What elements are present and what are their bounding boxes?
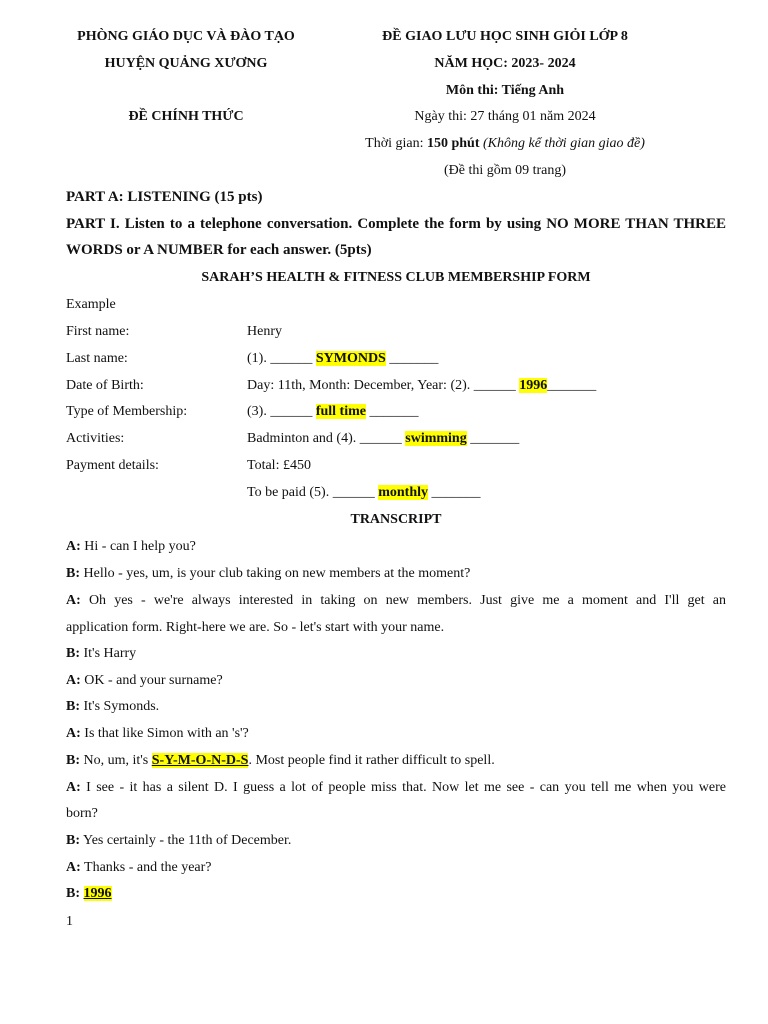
year-highlight: 1996 bbox=[83, 886, 112, 901]
speaker-label: A: bbox=[66, 673, 81, 688]
dialogue-text: . Most people find it rather difficult to spell. bbox=[248, 753, 495, 768]
dialogue-text: born? bbox=[66, 806, 98, 821]
part-1-instructions-line1: PART I. Listen to a telephone conversation. Complete the form by using NO MORE THAN THREE bbox=[66, 216, 726, 232]
form-title: SARAH’S HEALTH & FITNESS CLUB MEMBERSHIP FORM bbox=[201, 270, 591, 285]
dialogue-text: No, um, it's bbox=[80, 753, 152, 768]
answer-4-highlight: swimming bbox=[405, 431, 467, 446]
speaker-label: A: bbox=[66, 593, 81, 608]
form-blank-post: _______ bbox=[466, 431, 520, 446]
department-line-1: PHÒNG GIÁO DỤC VÀ ĐÀO TẠO bbox=[77, 29, 295, 44]
answer-2-highlight: 1996 bbox=[519, 378, 548, 393]
form-value-payment-schedule bbox=[247, 485, 481, 501]
form-blank-post: _______ bbox=[365, 404, 419, 419]
time-note: (Không kể thời gian giao đề) bbox=[483, 136, 645, 151]
form-blank-pre: To be paid (5). ______ bbox=[247, 485, 379, 500]
transcript-line bbox=[66, 566, 470, 582]
dialogue-text: Hi - can I help you? bbox=[80, 539, 196, 554]
answer-1-highlight: SYMONDS bbox=[315, 351, 386, 366]
form-label-last-name: Last name: bbox=[66, 351, 128, 366]
spelling-highlight: S-Y-M-O-N-D-S bbox=[151, 753, 249, 768]
answer-5-highlight: monthly bbox=[378, 485, 429, 500]
transcript-line bbox=[66, 726, 249, 742]
department-line-2: HUYỆN QUẢNG XƯƠNG bbox=[104, 56, 268, 71]
school-year: NĂM HỌC: 2023- 2024 bbox=[434, 56, 576, 71]
form-blank-post: _______ bbox=[428, 485, 481, 500]
time-prefix: Thời gian: bbox=[365, 136, 427, 151]
form-value-first-name bbox=[247, 324, 282, 340]
speaker-label: A: bbox=[66, 860, 81, 875]
dialogue-text: It's Harry bbox=[80, 646, 137, 661]
form-example-label: Example bbox=[66, 297, 116, 312]
speaker-label: B: bbox=[66, 753, 80, 768]
speaker-label: B: bbox=[66, 833, 80, 848]
form-label-date-of-birth: Date of Birth: bbox=[66, 378, 144, 393]
form-blank-pre: (3). ______ bbox=[247, 404, 316, 419]
dialogue-text: Hello - yes, um, is your club taking on new members at the moment? bbox=[80, 566, 471, 581]
form-value-text: Henry bbox=[247, 324, 282, 339]
dialogue-text: Oh yes - we're always interested in taking on new members. Just give me a moment and I'll get an bbox=[80, 593, 726, 608]
official-label: ĐỀ CHÍNH THỨC bbox=[128, 109, 244, 124]
part-1-instructions-line2: WORDS or A NUMBER for each answer. (5pts) bbox=[66, 242, 372, 258]
form-value-text: Total: £450 bbox=[247, 458, 311, 473]
speaker-label: B: bbox=[66, 566, 80, 581]
form-value-last-name bbox=[247, 351, 438, 367]
form-value-activities bbox=[247, 431, 519, 447]
transcript-line bbox=[66, 860, 212, 876]
answer-3-highlight: full time bbox=[315, 404, 366, 419]
dialogue-text: Yes certainly - the 11th of December. bbox=[80, 833, 292, 848]
dialogue-text: Is that like Simon with an 's'? bbox=[80, 726, 249, 741]
transcript-line bbox=[66, 806, 98, 822]
speaker-label: A: bbox=[66, 780, 81, 795]
speaker-label: B: bbox=[66, 699, 80, 714]
transcript-line bbox=[66, 539, 196, 555]
speaker-label: B: bbox=[66, 646, 80, 661]
transcript-line bbox=[66, 886, 112, 902]
form-blank-post: _______ bbox=[385, 351, 439, 366]
transcript-title: TRANSCRIPT bbox=[350, 512, 442, 527]
form-label-activities: Activities: bbox=[66, 431, 125, 446]
speaker-label: B: bbox=[66, 886, 80, 901]
dialogue-text: It's Symonds. bbox=[80, 699, 160, 714]
transcript-line bbox=[66, 699, 159, 715]
transcript-line bbox=[66, 646, 136, 662]
form-value-membership-type bbox=[247, 404, 418, 420]
speaker-label: A: bbox=[66, 726, 81, 741]
transcript-line bbox=[66, 833, 291, 849]
part-a-heading: PART A: LISTENING (15 pts) bbox=[66, 189, 263, 205]
form-value-date-of-birth bbox=[247, 378, 596, 394]
time-value: 150 phút bbox=[426, 136, 480, 151]
exam-date: Ngày thi: 27 tháng 01 năm 2024 bbox=[414, 109, 596, 124]
dialogue-text: OK - and your surname? bbox=[80, 673, 223, 688]
form-label-first-name: First name: bbox=[66, 324, 130, 339]
transcript-line bbox=[66, 593, 726, 609]
dialogue-text bbox=[80, 886, 84, 901]
dialogue-text: Thanks - and the year? bbox=[80, 860, 212, 875]
exam-time bbox=[340, 136, 670, 152]
form-blank-pre: Badminton and (4). ______ bbox=[247, 431, 406, 446]
dialogue-text: I see - it has a silent D. I guess a lot of people miss that. Now let me see - can you tell me when you were bbox=[80, 780, 726, 795]
transcript-line bbox=[66, 753, 495, 769]
form-blank-post: _______ bbox=[547, 378, 597, 393]
form-blank-pre: Day: 11th, Month: December, Year: (2). ______ bbox=[247, 378, 520, 393]
subject: Môn thi: Tiếng Anh bbox=[445, 83, 565, 98]
form-blank-pre: (1). ______ bbox=[247, 351, 316, 366]
dialogue-text: application form. Right-here we are. So - let's start with your name. bbox=[66, 620, 445, 635]
page-count: (Đề thi gồm 09 trang) bbox=[443, 163, 567, 178]
form-value-payment-total bbox=[247, 458, 311, 474]
transcript-line bbox=[66, 620, 444, 636]
transcript-line bbox=[66, 673, 223, 689]
transcript-line bbox=[66, 780, 726, 796]
page-number: 1 bbox=[66, 914, 73, 929]
form-label-payment: Payment details: bbox=[66, 458, 159, 473]
speaker-label: A: bbox=[66, 539, 81, 554]
exam-title: ĐỀ GIAO LƯU HỌC SINH GIỎI LỚP 8 bbox=[382, 29, 628, 44]
form-label-membership-type: Type of Membership: bbox=[66, 404, 188, 419]
